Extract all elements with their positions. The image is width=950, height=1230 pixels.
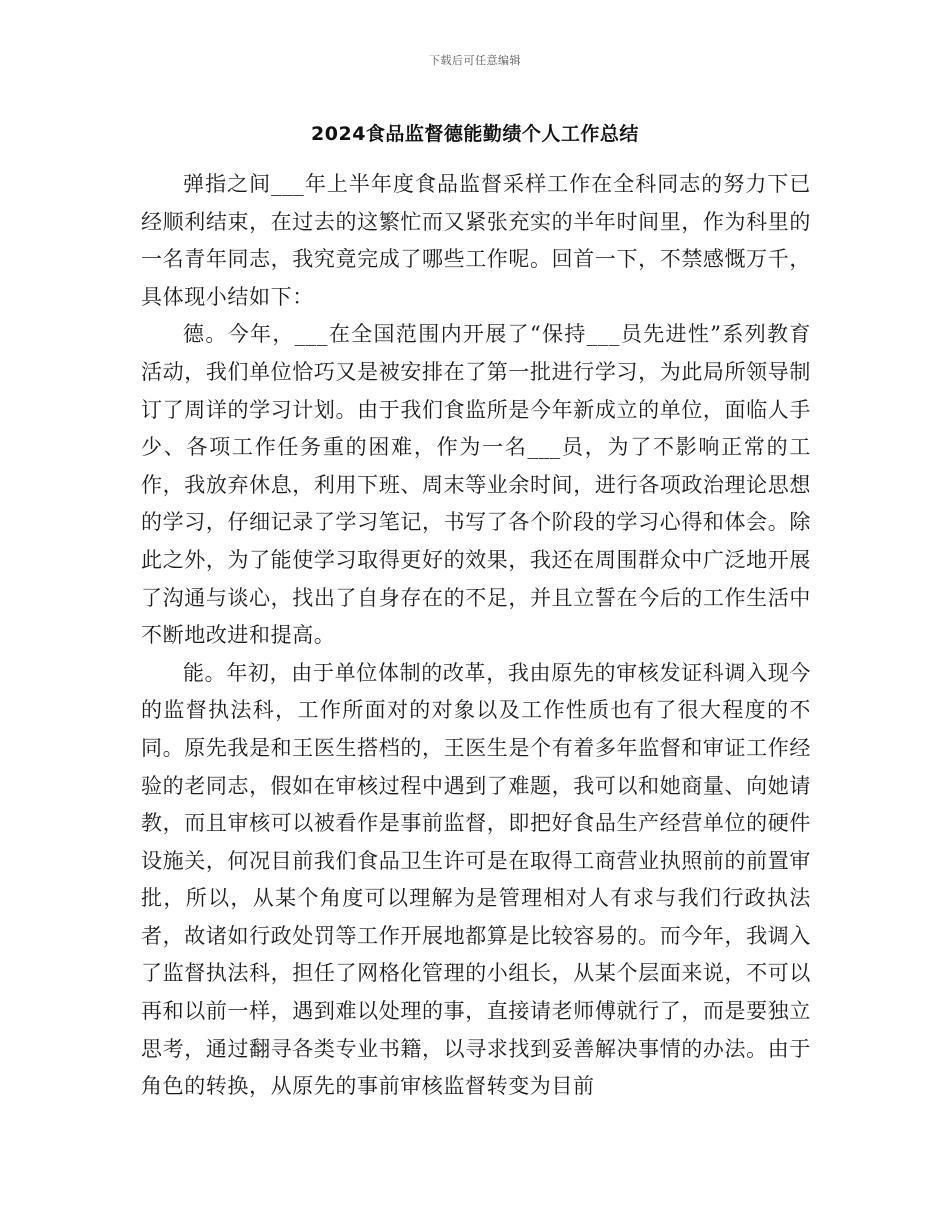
document-body: [141, 166, 811, 1106]
paragraph-neng: 能。年初，由于单位体制的改革，我由原先的审核发证科调入现今的监督执法科，工作所面对的对象以及工作性质也有了很大程度的不同。原先我是和王医生搭档的，王医生是个有着多年监督和审证工作经验的老同志，假如在审核过程中遇到了难题，我可以和她商量、向她请教，而且审核可以被看作是事前监督，即把好食品生产经营单位的硬件设施关，何况目前我们食品卫生许可是在取得工商营业执照前的前置审批，所以，从某个角度可以理解为是管理相对人有求与我们行政执法者，故诸如行政处罚等工作开展地都算是比较容易的。而今年，我调入了监督执法科，担任了网格化管理的小组长，从某个层面来说，不可以再和以前一样，遇到难以处理的事，直接请老师傅就行了，而是要独立思考，通过翻寻各类专业书籍，以寻求找到妥善解决事情的办法。由于角色的转换，从原先的事前审核监督转变为目前: [141, 660, 811, 1099]
paragraph-de: 德。今年，___在全国范围内开展了“保持___员先进性”系列教育活动，我们单位恰巧又是被安排在了第一批进行学习，为此局所领导制订了周详的学习计划。由于我们食监所是今年新成立的单位，面临人手少、各项工作任务重的困难，作为一名___员，为了不影响正常的工作，我放弃休息，利用下班、周末等业余时间，进行各项政治理论思想的学习，仔细记录了学习笔记，书写了各个阶段的学习心得和体会。除此之外，为了能使学习取得更好的效果，我还在周围群众中广泛地开展了沟通与谈心，找出了自身存在的不足，并且立誓在今后的工作生活中不断地改进和提高。: [141, 322, 811, 648]
paragraph-intro: 弹指之间___年上半年度食品监督采样工作在全科同志的努力下已经顺利结束，在过去的这繁忙而又紧张充实的半年时间里，作为科里的一名青年同志，我究竟完成了哪些工作呢。回首一下，不禁感慨万千，具体现小结如下：: [141, 172, 811, 309]
header-note: 下载后可任意编辑: [429, 54, 521, 67]
document-title: 2024食品监督德能勤绩个人工作总结: [311, 123, 639, 145]
